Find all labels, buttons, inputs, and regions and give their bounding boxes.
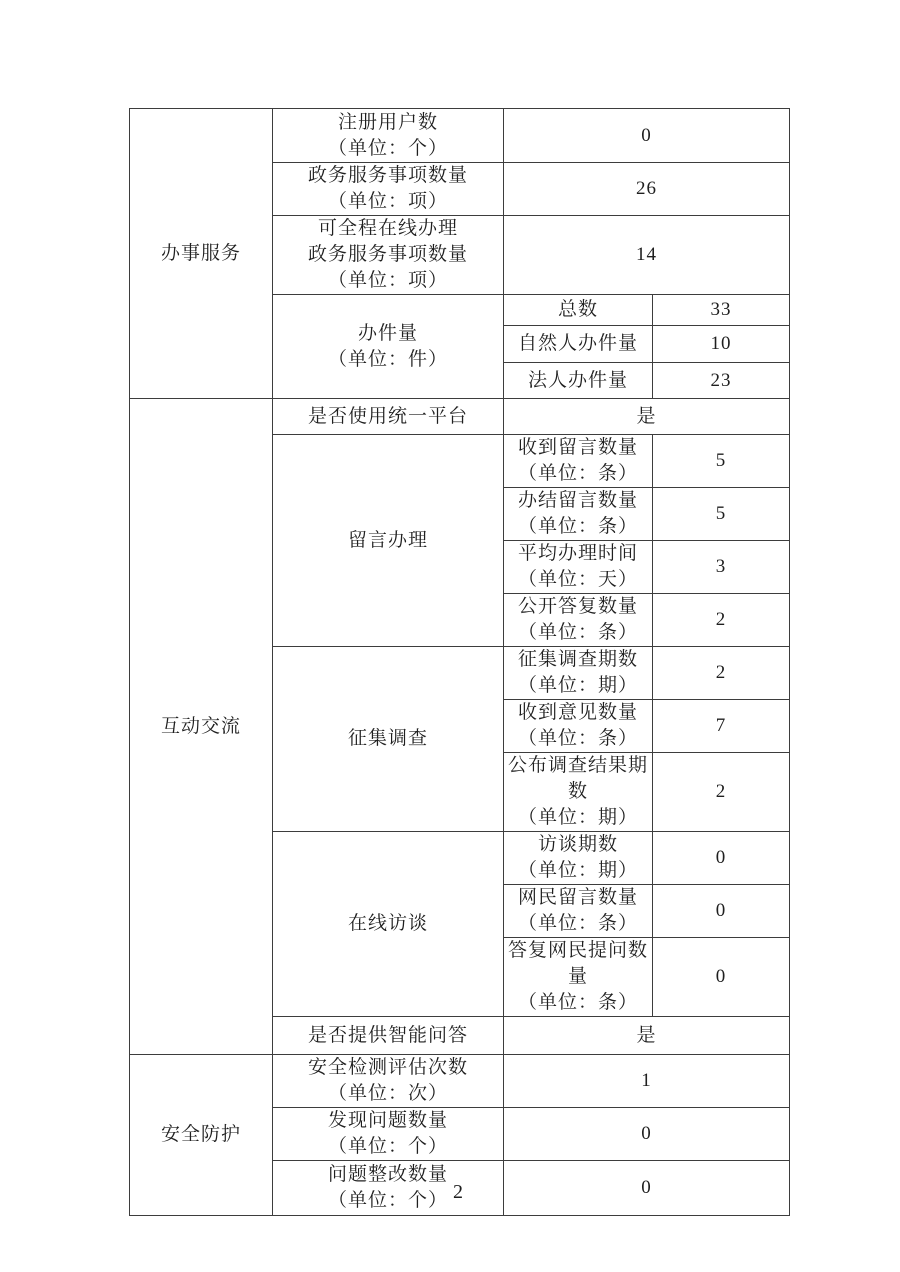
sub-item-cell	[504, 488, 653, 541]
value-cell	[653, 753, 790, 832]
value-cell	[653, 435, 790, 488]
sub-item-label: 法人办件量	[527, 369, 628, 391]
item-label-cell	[273, 109, 504, 163]
item-label-line: 征集调查	[347, 728, 428, 749]
sub-item-cell	[504, 832, 653, 885]
item-label-line: 政务服务事项数量	[307, 244, 468, 265]
item-unit-line: （单位：项）	[327, 191, 448, 212]
sub-item-label: 征集调查期数	[517, 649, 638, 670]
section-label: 安全防护	[160, 1124, 241, 1145]
sub-item-cell	[504, 594, 653, 647]
item-unit-line: （单位：个）	[327, 1136, 448, 1157]
value-text: 5	[715, 450, 727, 471]
sub-item-cell	[504, 700, 653, 753]
section-cell-banshi-fuwu	[130, 109, 273, 399]
sub-item-cell	[504, 541, 653, 594]
value-text: 2	[715, 609, 727, 630]
report-table	[129, 108, 790, 1216]
value-text: 0	[715, 966, 727, 987]
item-label-cell	[273, 1055, 504, 1108]
sub-item-label: 办结留言数量	[517, 490, 638, 511]
sub-item-cell	[504, 326, 653, 363]
sub-item-cell	[504, 647, 653, 700]
item-unit-line: （单位：个）	[327, 1190, 448, 1211]
item-label-line: 在线访谈	[347, 913, 428, 934]
value-text: 14	[636, 244, 657, 265]
value-text: 26	[636, 178, 657, 199]
value-cell	[653, 295, 790, 326]
item-label-cell	[273, 216, 504, 295]
value-cell	[653, 832, 790, 885]
item-label-cell	[273, 647, 504, 832]
value-text: 0	[641, 1177, 652, 1198]
item-label-cell	[273, 1108, 504, 1161]
value-text: 0	[641, 1123, 652, 1144]
sub-item-unit: （单位：期）	[517, 860, 638, 881]
item-label-line: 是否使用统一平台	[307, 405, 468, 427]
page-number: 2	[453, 1181, 463, 1203]
sub-item-label: 公开答复数量	[517, 596, 638, 617]
value-cell	[504, 216, 790, 295]
value-cell	[653, 488, 790, 541]
item-unit-line: （单位：个）	[327, 137, 448, 159]
value-text: 2	[715, 662, 727, 683]
sub-item-cell	[504, 295, 653, 326]
value-text: 23	[710, 369, 732, 391]
section-cell-hudong-jiaoliu	[130, 399, 273, 1055]
value-cell	[653, 326, 790, 363]
value-cell	[504, 1017, 790, 1055]
value-cell	[653, 541, 790, 594]
value-text: 10	[710, 333, 732, 354]
item-label-line: 问题整改数量	[327, 1164, 448, 1185]
sub-item-label: 总数	[557, 299, 598, 320]
sub-item-cell	[504, 363, 653, 399]
value-cell	[653, 363, 790, 399]
sub-item-label: 答复网民提问数量	[507, 940, 648, 987]
item-label-cell	[273, 832, 504, 1017]
item-label-line: 发现问题数量	[327, 1110, 448, 1131]
value-cell	[504, 1055, 790, 1108]
item-label-line: 安全检测评估次数	[307, 1057, 468, 1078]
item-unit-line: （单位：次）	[327, 1083, 448, 1104]
sub-item-unit: （单位：条）	[517, 728, 638, 749]
section-label: 办事服务	[160, 242, 241, 264]
sub-item-unit: （单位：期）	[517, 675, 638, 696]
item-label-line: 是否提供智能问答	[307, 1024, 468, 1046]
sub-item-label: 自然人办件量	[517, 333, 638, 354]
item-label-cell	[273, 163, 504, 216]
table-row	[130, 109, 790, 163]
item-label-cell	[273, 399, 504, 435]
item-label-cell	[273, 295, 504, 399]
value-text: 0	[715, 900, 727, 921]
value-cell	[504, 163, 790, 216]
sub-item-label: 公布调查结果期数	[507, 755, 648, 802]
item-label-line: 注册用户数	[337, 111, 438, 133]
value-text: 5	[715, 503, 727, 524]
item-label-line: 政务服务事项数量	[307, 165, 468, 186]
item-label-line: 办件量	[357, 322, 418, 344]
value-cell	[504, 109, 790, 163]
sub-item-label: 网民留言数量	[517, 887, 638, 908]
value-cell	[653, 938, 790, 1017]
value-text: 是	[636, 1024, 657, 1046]
sub-item-unit: （单位：天）	[517, 569, 638, 590]
value-cell	[653, 647, 790, 700]
value-cell	[504, 1108, 790, 1161]
sub-item-unit: （单位：条）	[517, 992, 638, 1013]
sub-item-label: 收到意见数量	[517, 702, 638, 723]
sub-item-unit: （单位：条）	[517, 516, 638, 537]
sub-item-cell	[504, 885, 653, 938]
sub-item-cell	[504, 435, 653, 488]
value-text: 3	[715, 556, 727, 577]
table-row	[130, 1055, 790, 1108]
item-unit-line: （单位：项）	[327, 270, 448, 291]
value-text: 是	[636, 405, 657, 427]
sub-item-unit: （单位：条）	[517, 622, 638, 643]
sub-item-unit: （单位：条）	[517, 913, 638, 934]
value-text: 33	[710, 299, 732, 320]
sub-item-label: 访谈期数	[537, 834, 618, 855]
value-text: 2	[715, 781, 727, 802]
sub-item-label: 平均办理时间	[517, 543, 638, 564]
sub-item-cell	[504, 938, 653, 1017]
value-cell	[653, 885, 790, 938]
item-label-line: 可全程在线办理	[317, 218, 458, 239]
sub-item-unit: （单位：条）	[517, 463, 638, 484]
item-label-cell	[273, 1017, 504, 1055]
value-cell	[653, 594, 790, 647]
sub-item-cell	[504, 753, 653, 832]
section-label: 互动交流	[160, 715, 241, 737]
table-row	[130, 399, 790, 435]
value-cell	[504, 399, 790, 435]
value-text: 0	[715, 847, 727, 868]
item-label-cell	[273, 435, 504, 647]
sub-item-unit: （单位：期）	[517, 807, 638, 828]
item-label-line: 留言办理	[347, 529, 428, 551]
sub-item-label: 收到留言数量	[517, 437, 638, 458]
item-unit-line: （单位：件）	[327, 348, 448, 370]
value-text: 1	[641, 1070, 652, 1091]
value-cell	[653, 700, 790, 753]
value-text: 0	[641, 124, 652, 146]
value-text: 7	[715, 715, 727, 736]
